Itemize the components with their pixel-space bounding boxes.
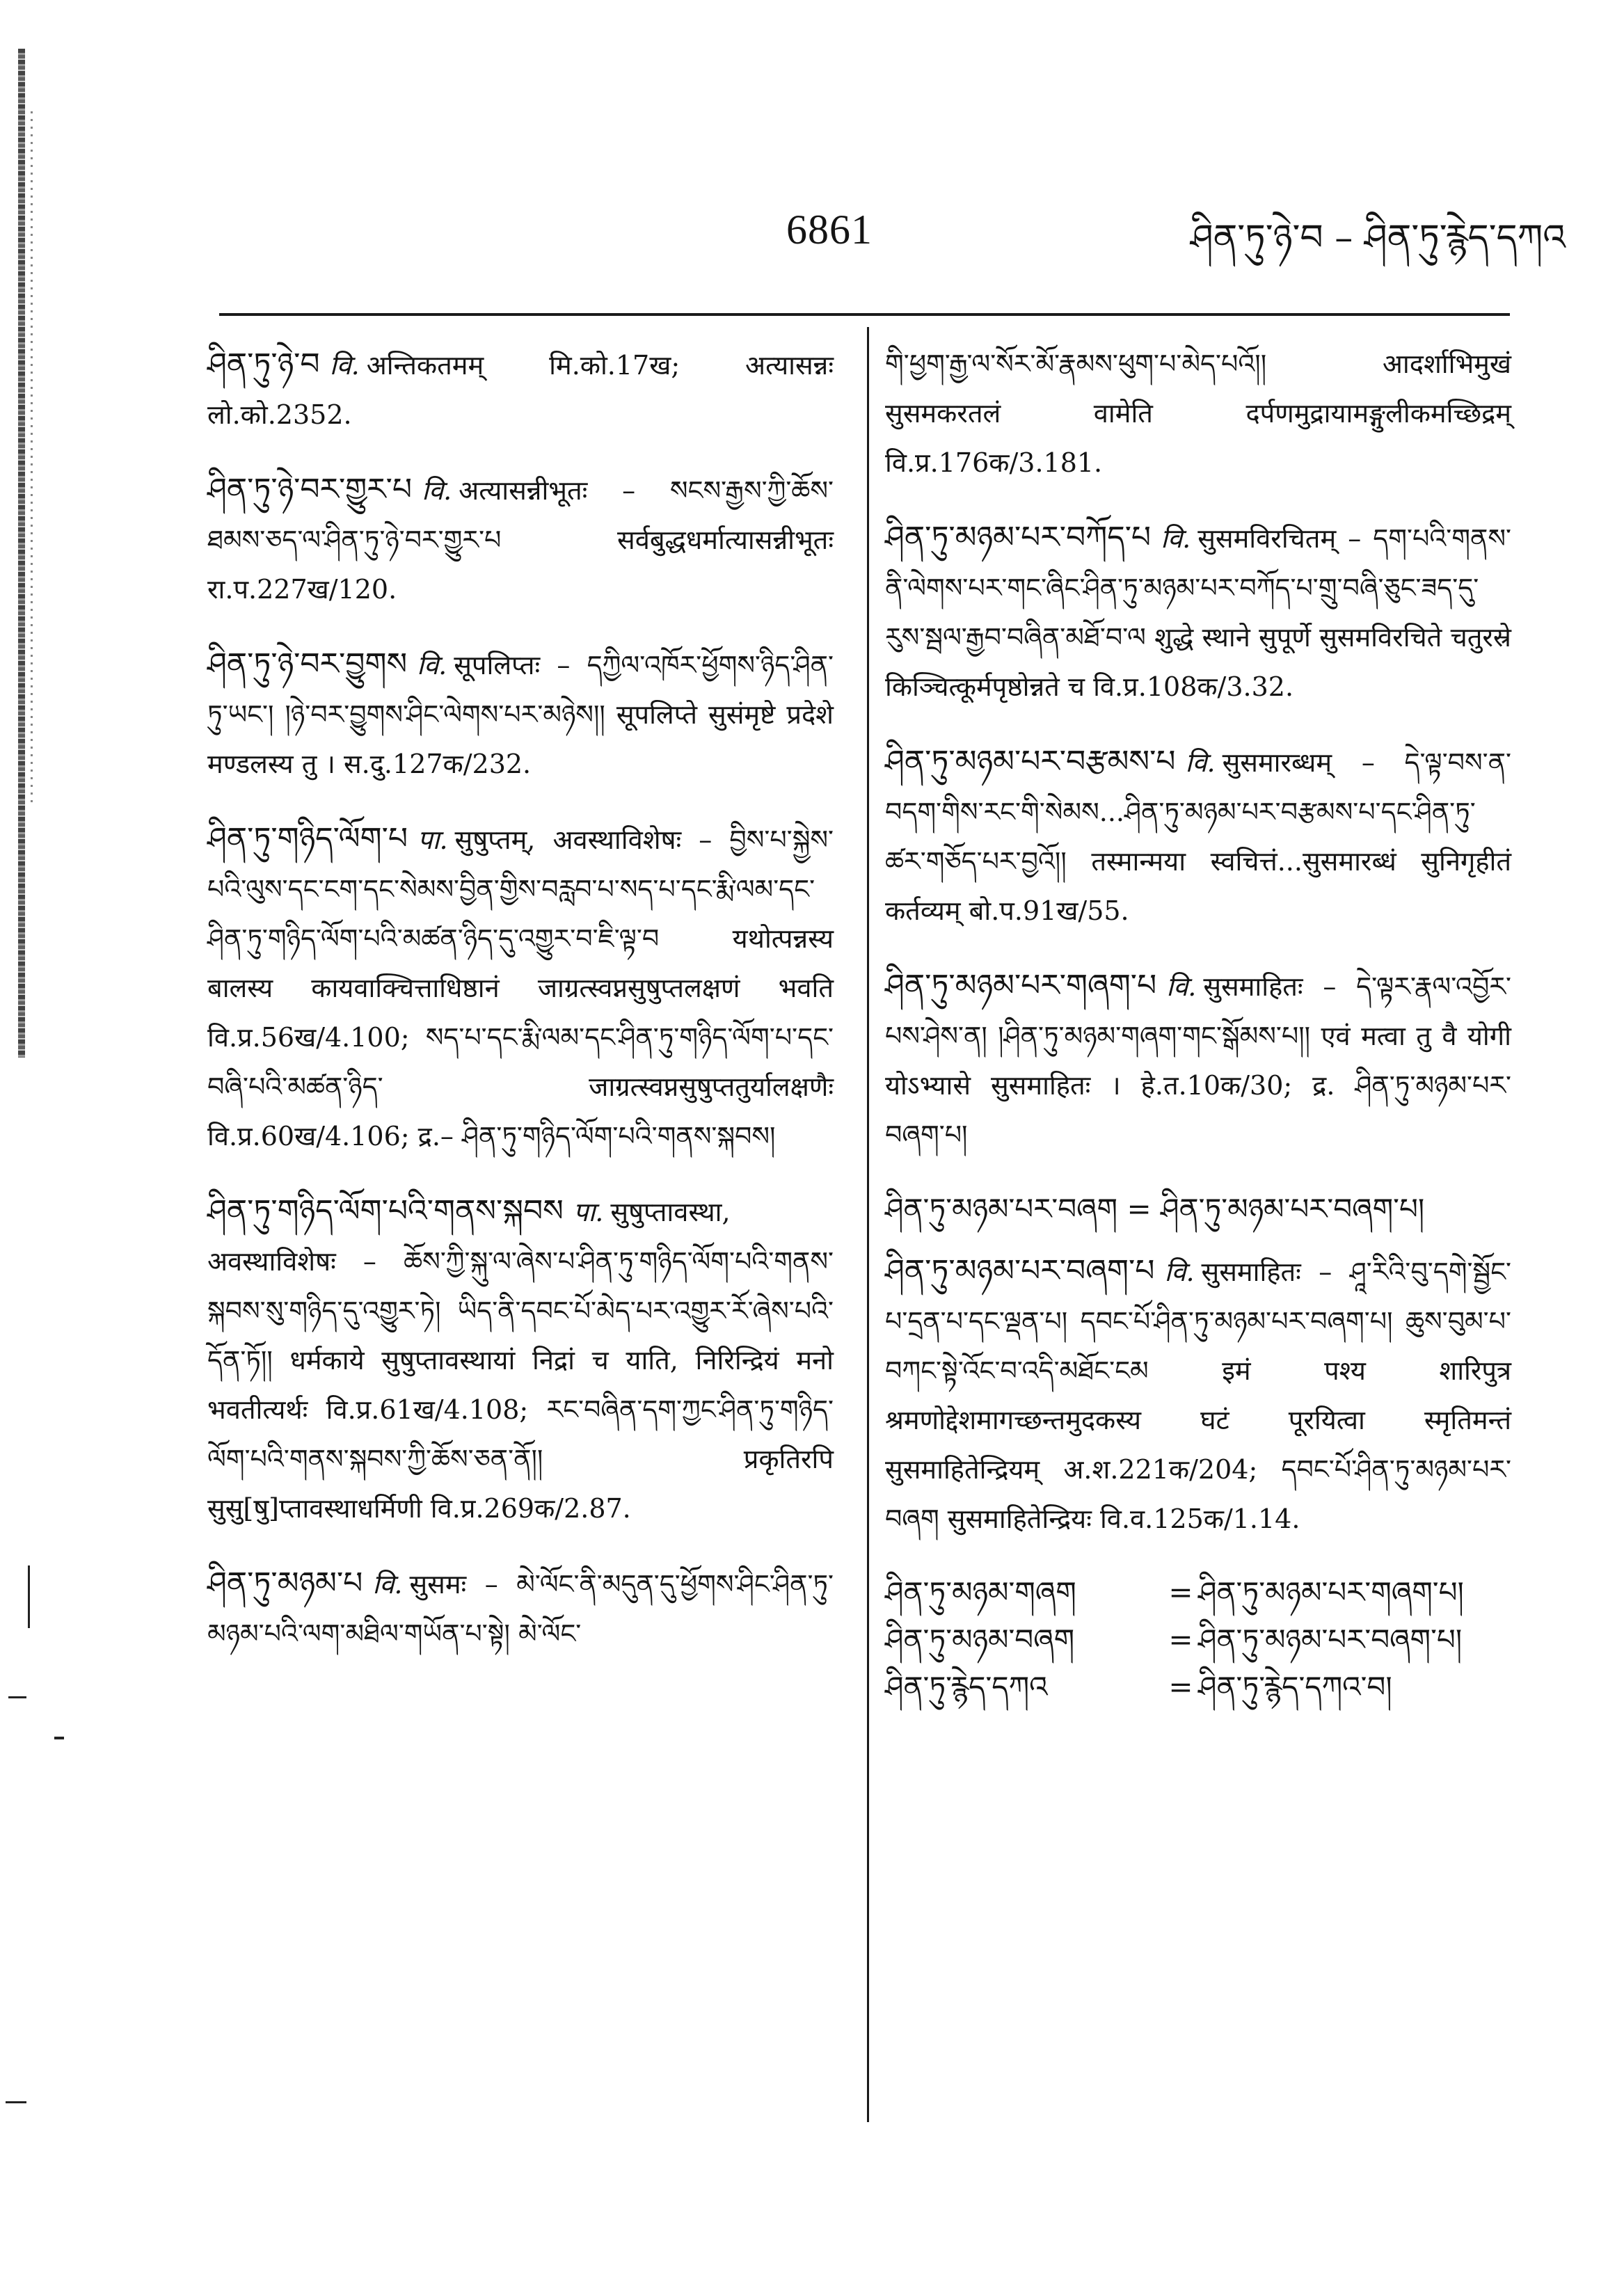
xref-row [885, 1569, 1511, 1616]
headword: ཤིན་ཏུ་ཉེ་བ [207, 346, 320, 382]
entry-body: सुसमाहितः – དེ་ལྟར་རྣལ་འབྱོར་པས་ཤེས་ན། །ཤིན་ཏུ་མཉམ་གཞག་གང་སྒོམས་པ།། एवं मत्वा तु वै योगी योऽभ्यासे सुसमाहितः । हे.त.10क/30; द्र. ཤིན་ཏུ་མཉམ་པར་བཞག་པ། [885, 971, 1511, 1150]
grammar-label: वि. [417, 650, 447, 680]
headword: ཤིན་ཏུ་ཉེ་བར་བྱུགས [207, 646, 408, 682]
xref-row [885, 1616, 1511, 1664]
entry-body: = ཤིན་ཏུ་མཉམ་པར་བཞག་པ། [1127, 1192, 1425, 1226]
headword: ཤིན་ཏུ་མཉམ་པར་གཞག་པ [885, 968, 1157, 1003]
entry-body: གི་ཕྱག་རྒྱ་ལ་སོར་མོ་རྣམས་ཕུག་པ་མེད་པའོ།། आदर्शाभिमुखं सुसमकरतलं वामेति दर्पणमुद्रायामङ्गुलीकमच्छिद्रम् वि.प्र.176क/3.181. [885, 349, 1511, 478]
entry-body: अत्यासन्नीभूतः – སངས་རྒྱས་ཀྱི་ཆོས་ཐམས་ཅད་ལ་ཤིན་ཏུ་ཉེ་བར་གྱུར་པ सर्वबुद्धधर्मात्यासन्नीभूतः रा.प.227ख/120. [207, 475, 834, 605]
running-head: ཤིན་ཏུ་ཉེ་བ – ཤིན་ཏུ་རྙེད་དཀའ [1190, 217, 1566, 259]
dictionary-entry [207, 1559, 834, 1659]
entry-body: सुसमारब्धम् – དེ་ལྟ་བས་ན་བདག་གིས་རང་གི་སེམས...ཤིན་ཏུ་མཉམ་པར་བརྩམས་པ་དང་ཤིན་ཏུ་ཚར་གཅོད་པར་བྱའོ།། तस्मान्मया स्वचित्तं...सुसमारब्धं सुनिगृहीतं कर्तव्यम् बो.प.91ख/55. [885, 747, 1511, 926]
grammar-label: वि. [372, 1569, 403, 1600]
column-divider [867, 327, 869, 2122]
scan-edge-shadow [18, 49, 25, 1058]
xref-headword: ཤིན་ཏུ་མཉམ་བཞག [885, 1623, 1075, 1657]
cross-reference-entry [885, 1185, 1511, 1234]
left-column [207, 340, 834, 1684]
grammar-label: वि. [1166, 971, 1197, 1002]
entry-body: सुसमविरचितम् – དག་པའི་གནས་ནི་ལེགས་པར་གང་ཞིང་ཤིན་ཏུ་མཉམ་པར་བཀོད་པ་གྲུ་བཞི་ཅུང་ཟད་དུ་རུས་སྦལ་རྒྱབ་བཞིན་མཐོ་བ་ལ शुद्धे स्थाने सुपूर्णे सुसमविरचिते चतुरस्रे किञ्चित्कूर्मपृष्ठोन्नते च वि.प्र.108क/3.32. [885, 523, 1511, 702]
dictionary-entry [207, 639, 834, 789]
right-column [885, 340, 1511, 1711]
grammar-label: वि. [1161, 523, 1191, 554]
dictionary-entry [207, 340, 834, 440]
dictionary-entry [885, 961, 1511, 1160]
headword: ཤིན་ཏུ་མཉམ་པར་བརྩམས་པ [885, 744, 1176, 779]
entry-body: सूपलिप्तः – དཀྱིལ་འཁོར་ཕྱོགས་ཉིད་ཤིན་ཏུ་ཡང་། །ཉེ་བར་བྱུགས་ཤིང་ལེགས་པར་མཉེས།། सूपलिप्ते सुसंमृष्टे प्रदेशे मण्डलस्य तु । स.दु.127क/232. [207, 650, 834, 779]
entry-body: सुसमः – མེ་ལོང་ནི་མདུན་དུ་ཕྱོགས་ཤིང་ཤིན་ཏུ་མཉམ་པའི་ལག་མཐིལ་གཡོན་པ་སྟེ། མེ་ལོང་ [207, 1569, 834, 1649]
equals-sign: = [1168, 1623, 1193, 1657]
grammar-label: वि. [1185, 747, 1216, 778]
grammar-label: वि. [422, 475, 452, 506]
entry-body: अन्तिकतमम् मि.को.17ख; अत्यासन्नः लो.को.2352. [207, 350, 834, 430]
grammar-label: पा. [417, 824, 448, 855]
scan-speck [28, 1565, 30, 1628]
dictionary-entry [207, 814, 834, 1161]
xref-target: ཤིན་ཏུ་མཉམ་པར་གཞག་པ། [1198, 1575, 1464, 1609]
equals-sign: = [1168, 1575, 1193, 1609]
headword: ཤིན་ཏུ་ཉེ་བར་གྱུར་པ [207, 472, 413, 507]
xref-target: ཤིན་ཏུ་མཉམ་པར་བཞག་པ། [1198, 1623, 1463, 1657]
entry-body: सुषुप्तावस्था, अवस्थाविशेषः – ཆོས་ཀྱི་སྐུ་ལ་ཞེས་པ་ཤིན་ཏུ་གཉིད་ལོག་པའི་གནས་སྐབས་སུ་གཉིད་དུ་འགྱུར་ཏེ། ཡིད་ནི་དབང་པོ་མེད་པར་འགྱུར་རོ་ཞེས་པའི་དོན་ཏོ།། धर्मकाये सुषुप्तावस्थायां निद्रां च याति, निरिन्द्रियं मनो भवतीत्यर्थः वि.प्र.61ख/4.108; རང་བཞིན་དག་ཀྱང་ཤིན་ཏུ་གཉིད་ལོག་པའི་གནས་སྐབས་ཀྱི་ཆོས་ཅན་ནོ།། प्रकृतिरपि सुसु[षु]प्तावस्थाधर्मिणी वि.प्र.269क/2.87. [207, 1197, 834, 1524]
dictionary-entry [885, 737, 1511, 936]
grammar-label: वि. [329, 350, 360, 381]
xref-row [885, 1664, 1511, 1711]
xref-target: ཤིན་ཏུ་རྙེད་དཀའ་བ། [1198, 1670, 1392, 1704]
page-number: 6861 [786, 207, 873, 253]
headword: ཤིན་ཏུ་མཉམ་པར་བཀོད་པ [885, 520, 1152, 555]
grammar-label: पा. [573, 1197, 604, 1227]
dictionary-entry [885, 513, 1511, 712]
scan-speck [54, 1737, 64, 1739]
headword: ཤིན་ཏུ་གཉིད་ལོག་པའི་གནས་སྐབས [207, 1193, 564, 1229]
headword: ཤིན་ཏུ་མཉམ་པ [207, 1565, 363, 1601]
dictionary-entry [207, 465, 834, 614]
dictionary-entry [207, 1186, 834, 1533]
entry-body: सुसमाहितः – ཤཱ་རིའི་བུ་དགེ་སྦྱོང་པ་དྲན་པ་དང་ལྡན་པ། དབང་པོ་ཤིན་ཏུ་མཉམ་པར་བཞག་པ། ཆུས་བུམ་པ་བཀང་སྟེ་འོང་བ་འདི་མཐོང་ངམ इमं पश्य शारिपुत्र श्रमणोद्देशमागच्छन्तमुदकस्य घटं पूरयित्वा स्मृतिमन्तं सुसमाहितेन्द्रियम् अ.श.221क/204; དབང་པོ་ཤིན་ཏུ་མཉམ་པར་བཞག सुसमाहितेन्द्रियः वि.व.125क/1.14. [885, 1257, 1511, 1534]
headword: ཤིན་ཏུ་གཉིད་ལོག་པ [207, 821, 408, 856]
scan-edge-shadow-secondary [31, 111, 33, 807]
grammar-label: वि. [1164, 1257, 1195, 1287]
equals-sign: = [1168, 1670, 1193, 1704]
headword: ཤིན་ཏུ་མཉམ་པར་བཞག་པ [885, 1253, 1155, 1289]
xref-headword: ཤིན་ཏུ་མཉམ་གཞག [885, 1575, 1076, 1609]
xref-headword: ཤིན་ཏུ་རྙེད་དཀའ [885, 1670, 1048, 1704]
scan-speck [6, 2101, 26, 2103]
headword: ཤིན་ཏུ་མཉམ་པར་བཞག [885, 1192, 1118, 1226]
header-rule [219, 313, 1510, 316]
entry-body: सुषुप्तम्, अवस्थाविशेषः – བྱིས་པ་སྐྱེས་པའི་ལུས་དང་ངག་དང་སེམས་བྱིན་གྱིས་བརླབ་པ་སད་པ་དང་རྨི་ལམ་དང་ཤིན་ཏུ་གཉིད་ལོག་པའི་མཚན་ཉིད་དུ་འགྱུར་བ་ཇི་ལྟ་བ यथोत्पन्नस्य बालस्य कायवाक्चित्ताधिष्ठानं जाग्रत्स्वप्नसुषुप्तलक्षणं भवति वि.प्र.56ख/4.100; སད་པ་དང་རྨི་ལམ་དང་ཤིན་ཏུ་གཉིད་ལོག་པ་དང་བཞི་པའི་མཚན་ཉིད་ जाग्रत्स्वप्नसुषुप्ततुर्यालक्षणैः वि.प्र.60ख/4.106; द्र.– ཤིན་ཏུ་གཉིད་ལོག་པའི་གནས་སྐབས། [207, 824, 834, 1152]
scan-speck [8, 1696, 26, 1698]
dictionary-entry [885, 1246, 1511, 1544]
dictionary-entry-continued [885, 340, 1511, 488]
